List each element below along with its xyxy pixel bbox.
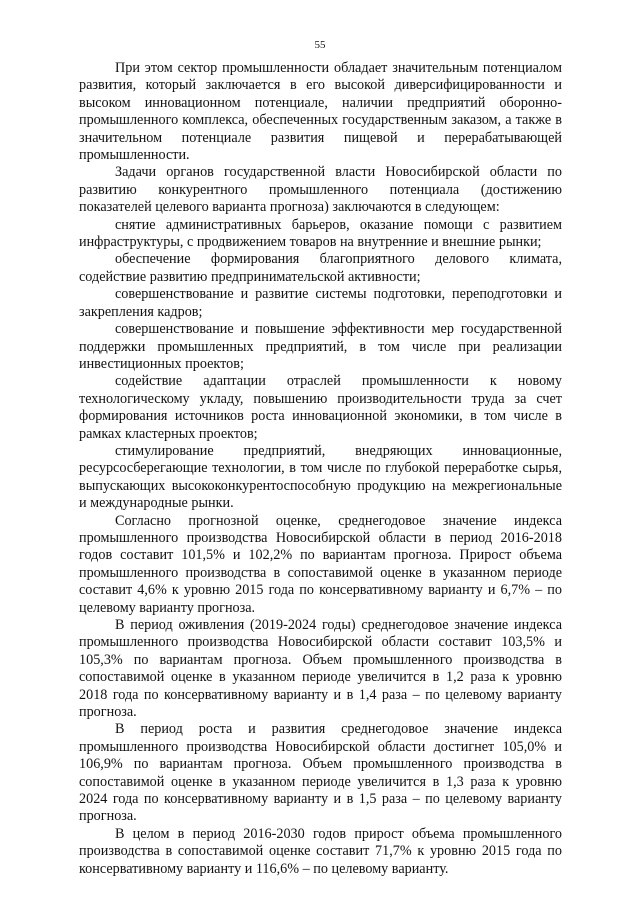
list-item-task: совершенствование и повышение эффективности мер государственной поддержки промышленных предприятий, в том числе при реализации инвестиционных проектов; xyxy=(79,321,562,372)
list-item-task: обеспечение формирования благоприятного делового климата, содействие развитию предпринимательской активности; xyxy=(79,251,562,285)
list-item-task: стимулирование предприятий, внедряющих инновационные, ресурсосберегающие технологии, в том числе по глубокой переработке сырья, выпускающих высококонкурентоспособную продукцию на межрегиональные и международные рынки. xyxy=(79,442,562,512)
list-item-task: содействие адаптации отраслей промышленности к новому технологическому укладу, повышению производительности труда за счет формирования источников роста инновационной экономики, в том числе в рамках кластерных проектов; xyxy=(79,373,562,442)
paragraph-forecast-2019-2024: В период оживления (2019-2024 годы) среднегодовое значение индекса промышленного производства Новосибирской области составит 103,5% и 105,3% по вариантам прогноза. Объем промышленного производства в сопоставимой оценке в указанном периоде увеличится в 1,2 раза к уровню 2018 года по консервативному варианту и в 1,4 раза – по целевому варианту прогноза. xyxy=(79,617,562,721)
page-number: 55 xyxy=(314,39,326,51)
paragraph-industry-potential: При этом сектор промышленности обладает значительным потенциалом развития, который заключается в его высокой диверсифицированности и высоком инновационном потенциале, наличии предприятий оборонно-промышленного комплекса, обеспеченных государственным заказом, а также в значительном потенциале развития пищевой и перерабатывающей промышленности. xyxy=(79,60,562,164)
paragraph-forecast-growth-period: В период роста и развития среднегодовое значение индекса промышленного производства Новосибирской области достигнет 105,0% и 106,9% по вариантам прогноза. Объем промышленного производства в сопоставимой оценке в указанном периоде увеличится в 1,3 раза к уровню 2024 года по консервативному варианту и в 1,5 раза – по целевому варианту прогноза. xyxy=(79,721,562,825)
list-item-task: снятие административных барьеров, оказание помощи с развитием инфраструктуры, с продвижением товаров на внутренние и внешние рынки; xyxy=(79,216,562,251)
paragraph-forecast-2016-2018: Согласно прогнозной оценке, среднегодовое значение индекса промышленного производства Новосибирской области в период 2016-2018 годов составит 101,5% и 102,2% по вариантам прогноза. Прирост объема промышленного производства в сопоставимой оценке в указанном периоде составит 4,6% к уровню 2015 года по консервативному варианту и 6,7% – по целевому варианту прогноза. xyxy=(79,512,562,616)
paragraph-government-tasks: Задачи органов государственной власти Новосибирской области по развитию конкурентного промышленного потенциала (достижению показателей целевого варианта прогноза) заключаются в следующем: xyxy=(79,164,562,216)
paragraph-forecast-2016-2030: В целом в период 2016-2030 годов прирост объема промышленного производства в сопоставимой оценке составит 71,7% к уровню 2015 года по консервативному варианту и 116,6% – по целевому варианту. xyxy=(79,825,562,877)
page-content xyxy=(79,60,562,878)
list-item-task: совершенствование и развитие системы подготовки, переподготовки и закрепления кадров; xyxy=(79,286,562,320)
